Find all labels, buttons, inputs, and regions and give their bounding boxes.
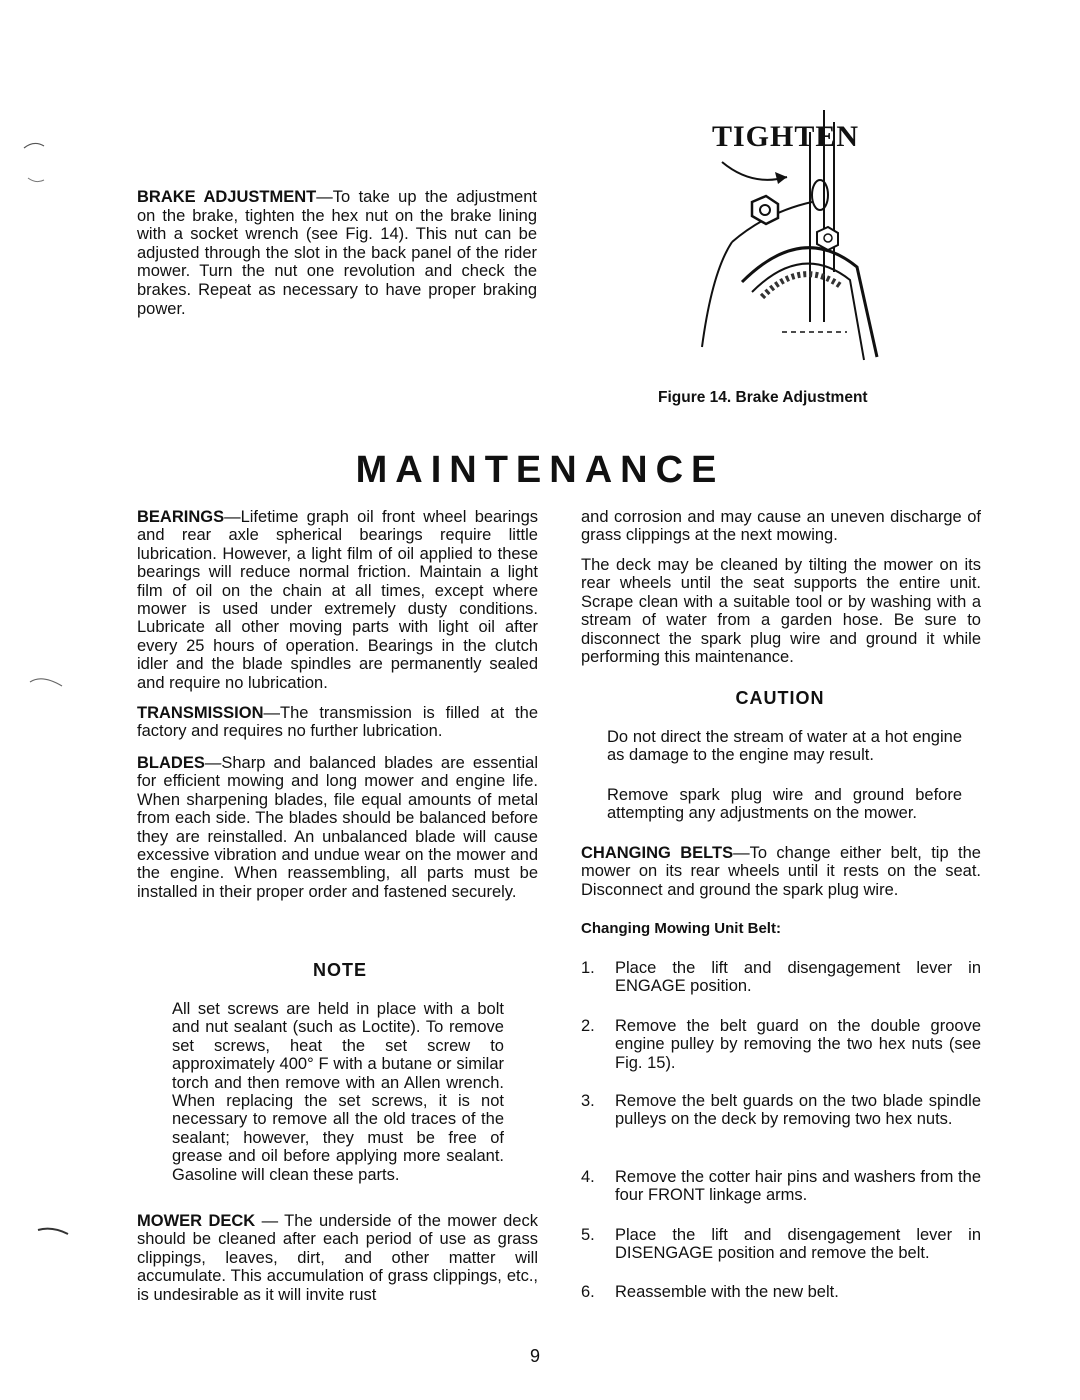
scan-mark-top-left <box>22 138 46 186</box>
brake-adjustment-heading: BRAKE ADJUSTMENT <box>137 188 317 206</box>
transmission-text: —The transmission is filled at the factory and requires no further lubrication. <box>137 704 538 741</box>
changing-belts-text: —To change either belt, tip the mower on its rear wheels until it rests on the seat. Disconnect and ground the spark plug wire. <box>581 844 981 899</box>
mower-deck-heading: MOWER DECK <box>137 1212 256 1230</box>
scan-mark-mid-left <box>28 672 64 692</box>
list-item: 2. Remove the belt guard on the double groove engine pulley by removing the two hex nuts (see Fig. 15). <box>581 1017 981 1072</box>
blades-heading: BLADES <box>137 754 205 772</box>
mowing-unit-belt-heading: Changing Mowing Unit Belt: <box>581 920 781 937</box>
caution-text-1: Do not direct the stream of water at a hot engine as damage to the engine may result. <box>607 728 962 765</box>
deck-continued-paragraph: and corrosion and may cause an uneven discharge of grass clippings at the next mowing. <box>581 508 981 545</box>
list-item: 3. Remove the belt guards on the two blade spindle pulleys on the deck by removing two hex nuts. <box>581 1092 981 1129</box>
bearings-paragraph <box>137 508 538 692</box>
changing-belts-paragraph <box>581 844 981 899</box>
blades-text: —Sharp and balanced blades are essential for efficient mowing and long mower and engine life. When sharpening blades, file equal amounts of metal from each side. The blades should be balanced before they are reinstalled. An unbalanced blade will cause excessive vibration and undue wear on the mower and the engine. When reassembling, all parts must be installed in their proper order and fastened securely. <box>137 754 538 901</box>
page-number: 9 <box>530 1346 541 1366</box>
changing-belts-heading: CHANGING BELTS <box>581 844 734 862</box>
list-item: 6. Reassemble with the new belt. <box>581 1283 839 1301</box>
tighten-label: TIGHTEN <box>712 120 860 153</box>
mower-deck-paragraph <box>137 1212 538 1304</box>
scan-mark-low-left <box>36 1224 72 1240</box>
brake-adjustment-text: —To take up the adjustment on the brake, tighten the hex nut on the brake lining with a socket wrench (see Fig. 14). This nut can be adjusted through the slot in the back panel of the rider mower. Turn the nut one revolution and check the brakes. Repeat as necessary to have proper braking power. <box>137 188 537 318</box>
figure-caption: Figure 14. Brake Adjustment <box>658 389 868 406</box>
brake-adjustment-paragraph <box>137 188 537 318</box>
blades-paragraph <box>137 754 538 901</box>
bearings-heading: BEARINGS <box>137 508 225 526</box>
note-text: All set screws are held in place with a bolt and nut sealant (such as Loctite). To remove set screws, heat the set screw to approximately 400° F with a butane or similar torch and then remove with an Allen wrench. When replacing the set screws, it is not necessary to remove all the old traces of the sealant; however, they must be free of grease and oil before applying more sealant. Gasoline will clean these parts. <box>172 1000 504 1184</box>
list-item: 1. Place the lift and disengagement lever in ENGAGE position. <box>581 959 981 996</box>
note-heading: NOTE <box>312 960 367 980</box>
list-item: 5. Place the lift and disengagement lever in DISENGAGE position and remove the belt. <box>581 1226 981 1263</box>
bearings-text: —Lifetime graph oil front wheel bearings and rear axle spherical bearings require little lubrication. However, a light film of oil applied to these bearings will reduce normal friction. Maintain a light film of oil on the chain at all times, except where mower is used under extremely dusty conditions. Lubricate all other moving parts with light oil after every 25 hours of operation. Bearings in the clutch idler and the blade spindles are permanently sealed and require no lubrication. <box>137 508 538 692</box>
caution-text-2: Remove spark plug wire and ground before attempting any adjustments on the mower. <box>607 786 962 823</box>
transmission-paragraph <box>137 704 538 741</box>
list-item: 4. Remove the cotter hair pins and washers from the four FRONT linkage arms. <box>581 1168 981 1205</box>
mower-deck-text: — The underside of the mower deck should be cleaned after each period of use as grass clippings, leaves, dirt, and other matter will accumulate. This accumulation of grass clippings, etc., is undesirable as it will invite rust <box>137 1212 538 1304</box>
transmission-heading: TRANSMISSION <box>137 704 264 722</box>
caution-heading: CAUTION <box>735 688 825 708</box>
deck-cleaning-paragraph: The deck may be cleaned by tilting the mower on its rear wheels until the seat supports the entire unit. Scrape clean with a suitable tool or by washing with a stream of water from a garden hose. Be sure to disconnect the spark plug wire and ground it while performing this maintenance. <box>581 556 981 667</box>
page-title: MAINTENANCE <box>355 449 725 491</box>
brake-adjustment-illustration <box>672 92 902 382</box>
